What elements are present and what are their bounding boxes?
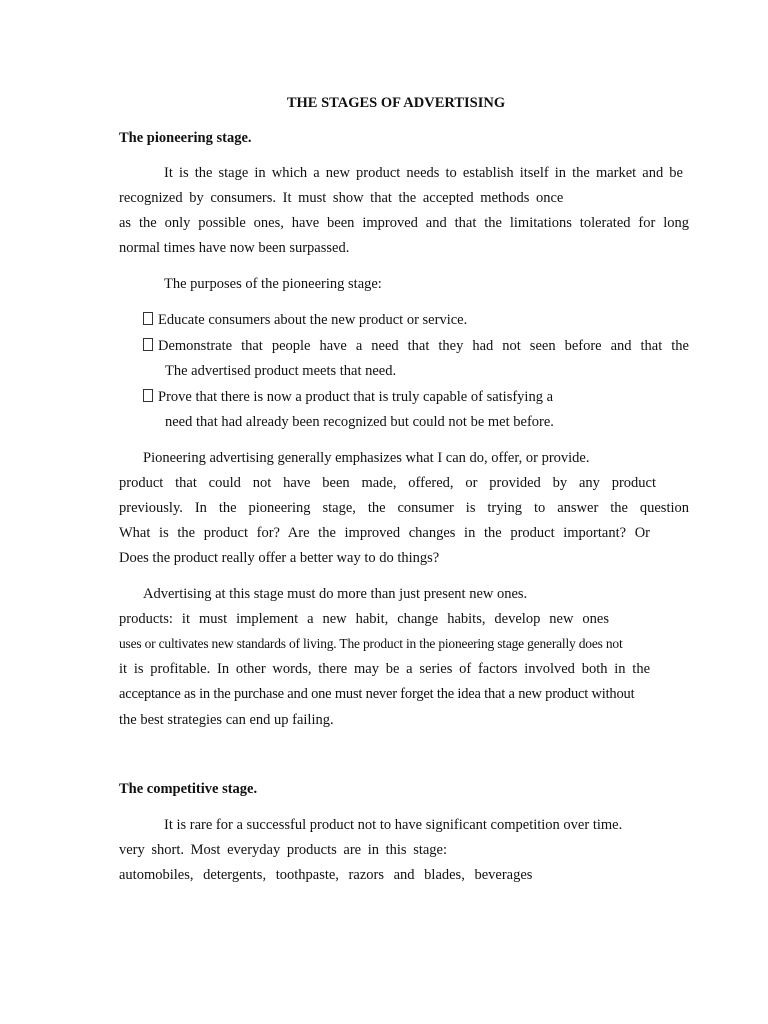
paragraph-line: Advertising at this stage must do more than just present new ones.	[143, 586, 528, 602]
paragraph-line: It is the stage in which a new product needs to establish itself in the market and be	[164, 165, 683, 181]
paragraph-line: it is profitable. In other words, there may be a series of factors involved both in the	[119, 661, 650, 677]
paragraph-line: products: it must implement a new habit, change habits, develop new ones	[119, 611, 609, 627]
checkbox-bullet-icon	[143, 389, 153, 402]
paragraph-line: acceptance as in the purchase and one must never forget the idea that a new product without	[119, 686, 635, 702]
paragraph-line: the best strategies can end up failing.	[119, 712, 334, 728]
bullet-item	[143, 311, 713, 329]
bullet-text: Demonstrate that people have a need that they had not seen before and that the	[158, 338, 689, 354]
document-title: THE STAGES OF ADVERTISING	[286, 95, 506, 111]
paragraph-line: as the only possible ones, have been improved and that the limitations tolerated for long	[119, 215, 689, 231]
paragraph-line: Pioneering advertising generally emphasizes what I can do, offer, or provide.	[143, 450, 590, 466]
paragraph-line: Does the product really offer a better way to do things?	[119, 550, 440, 566]
paragraph-line: recognized by consumers. It must show that the accepted methods once	[119, 190, 564, 206]
paragraph-line: very short. Most everyday products are in this stage:	[119, 842, 448, 858]
bullet-text: Prove that there is now a product that is truly capable of satisfying a	[158, 389, 554, 405]
bullet-item	[143, 337, 689, 355]
paragraph-line: automobiles, detergents, toothpaste, razors and blades, beverages	[119, 867, 533, 883]
checkbox-bullet-icon	[143, 338, 153, 351]
bullet-item	[143, 388, 713, 406]
paragraph-line: uses or cultivates new standards of living. The product in the pioneering stage generally does not	[119, 636, 623, 651]
paragraph-line: normal times have now been surpassed.	[119, 240, 350, 256]
checkbox-bullet-icon	[143, 312, 153, 325]
bullet-continuation: The advertised product meets that need.	[165, 363, 397, 379]
paragraph-line: What is the product for? Are the improved changes in the product important? Or	[119, 525, 650, 541]
paragraph-line: product that could not have been made, offered, or provided by any product	[119, 475, 656, 491]
section-heading-pioneering: The pioneering stage.	[119, 130, 252, 146]
purposes-intro: The purposes of the pioneering stage:	[164, 276, 382, 292]
bullet-continuation: need that had already been recognized but could not be met before.	[165, 414, 554, 430]
section-heading-competitive: The competitive stage.	[119, 781, 258, 797]
paragraph-line: previously. In the pioneering stage, the consumer is trying to answer the question	[119, 500, 689, 516]
paragraph-line: It is rare for a successful product not to have significant competition over time.	[164, 817, 623, 833]
bullet-text: Educate consumers about the new product or service.	[158, 312, 468, 328]
